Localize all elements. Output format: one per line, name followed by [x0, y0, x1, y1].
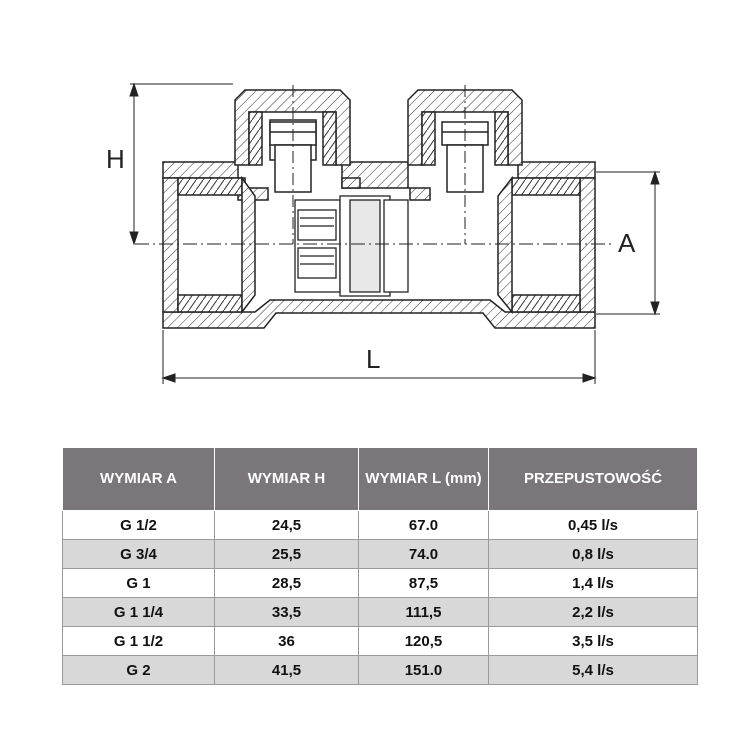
table-row — [63, 627, 698, 656]
table-row — [63, 540, 698, 569]
cell-wymiar-a: G 3/4 — [63, 540, 215, 569]
dimension-h-label: H — [106, 144, 125, 174]
cell-przepustowosc: 3,5 l/s — [489, 627, 698, 656]
cell-wymiar-l: 120,5 — [359, 627, 489, 656]
cell-wymiar-a: G 1 1/2 — [63, 627, 215, 656]
cell-wymiar-l: 87,5 — [359, 569, 489, 598]
cell-wymiar-h: 28,5 — [215, 569, 359, 598]
dimension-a-label: A — [618, 228, 636, 258]
cell-wymiar-h: 33,5 — [215, 598, 359, 627]
table-row — [63, 598, 698, 627]
header-wymiar-h: WYMIAR H — [215, 448, 359, 511]
cell-wymiar-h: 41,5 — [215, 656, 359, 685]
cell-przepustowosc: 5,4 l/s — [489, 656, 698, 685]
cell-przepustowosc: 0,45 l/s — [489, 511, 698, 540]
cell-wymiar-l: 67.0 — [359, 511, 489, 540]
table-row — [63, 511, 698, 540]
cell-wymiar-a: G 1/2 — [63, 511, 215, 540]
header-przepustowosc: PRZEPUSTOWOŚĆ — [489, 448, 698, 511]
cell-przepustowosc: 0,8 l/s — [489, 540, 698, 569]
table-row — [63, 656, 698, 685]
header-wymiar-l: WYMIAR L (mm) — [359, 448, 489, 511]
cell-wymiar-l: 151.0 — [359, 656, 489, 685]
cell-wymiar-a: G 1 1/4 — [63, 598, 215, 627]
cell-wymiar-h: 24,5 — [215, 511, 359, 540]
cell-wymiar-h: 25,5 — [215, 540, 359, 569]
cell-wymiar-l: 74.0 — [359, 540, 489, 569]
dimension-l-label: L — [366, 344, 381, 374]
cell-przepustowosc: 1,4 l/s — [489, 569, 698, 598]
table-row — [63, 569, 698, 598]
check-valve-insert — [295, 196, 408, 296]
cell-wymiar-a: G 2 — [63, 656, 215, 685]
table-header-row — [63, 448, 698, 511]
cell-wymiar-a: G 1 — [63, 569, 215, 598]
cell-wymiar-l: 111,5 — [359, 598, 489, 627]
header-wymiar-a: WYMIAR A — [63, 448, 215, 511]
cell-wymiar-h: 36 — [215, 627, 359, 656]
specification-table — [62, 447, 698, 685]
cell-przepustowosc: 2,2 l/s — [489, 598, 698, 627]
